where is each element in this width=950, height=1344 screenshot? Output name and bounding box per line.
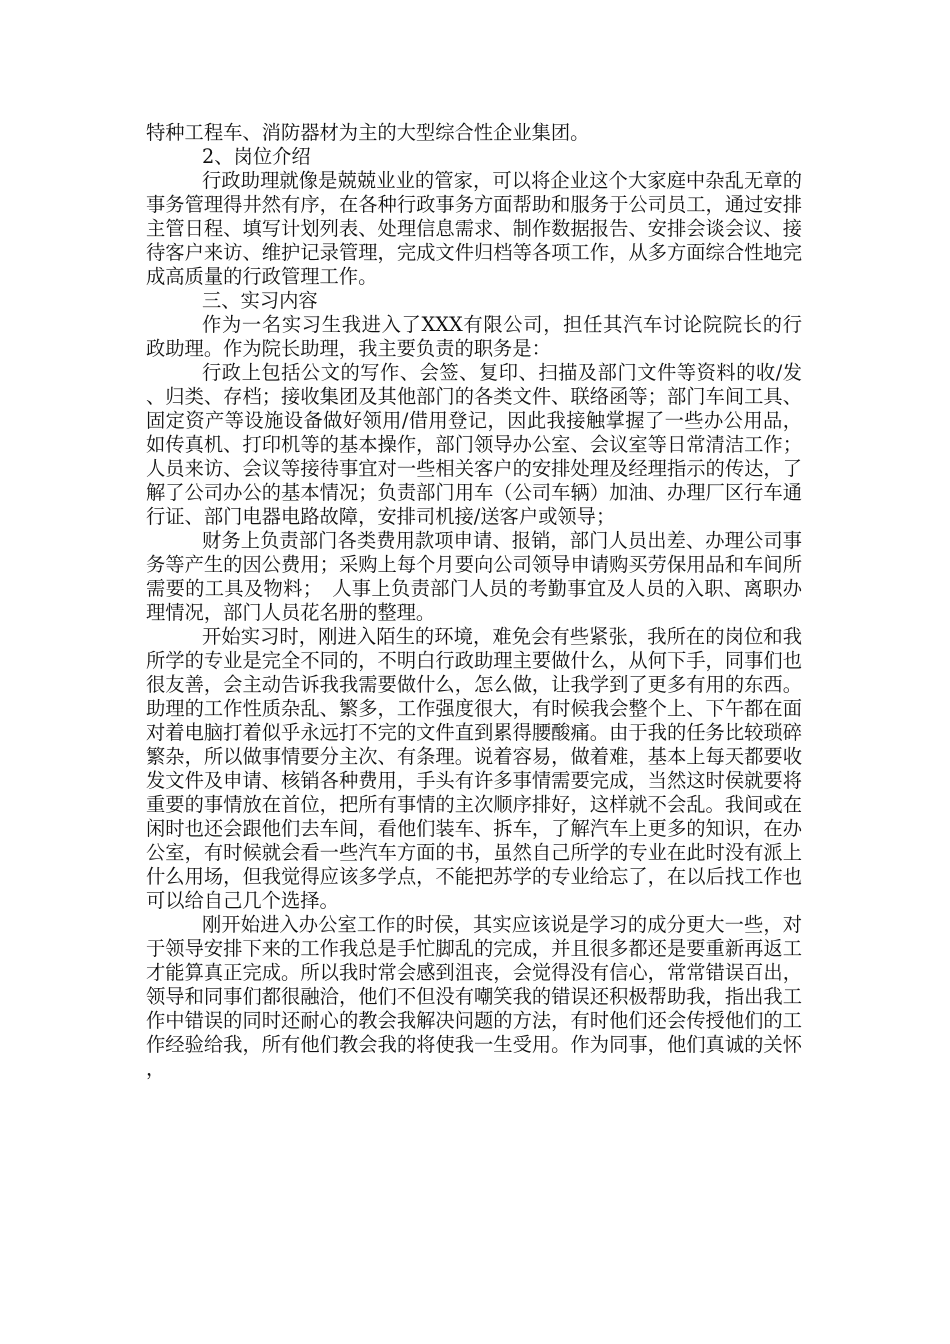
section-heading-internship-content: 三、实习内容: [202, 289, 318, 312]
paragraph-office-learning: 刚开始进入办公室工作的时侯，其实应该说是学习的成分更大一些，对于领导安排下来的工作我总是手忙脚乱的完成，并且很多都还是要重新再返工才能算真正完成。所以我时常会感到沮丧，会觉得没有信心，常常错误百出，领导和同事们都很融洽，他们不但没有嘲笑我的错误还积极帮助我，指出我工作中错误的同时还耐心的教会我解决问题的方法，有时他们还会传授他们的工作经验给我，所有他们教会我的将使我一生受用。作为同事，他们真诚的关怀，: [146, 913, 802, 1080]
document-page: [146, 121, 802, 1081]
paragraph-role-summary: 作为一名实习生我进入了XXX有限公司，担任其汽车讨论院院长的行政助理。作为院长助理，我主要负责的职务是：: [146, 313, 802, 360]
paragraph-job-description: 行政助理就像是兢兢业业的管家，可以将企业这个大家庭中杂乱无章的事务管理得井然有序，在各种行政事务方面帮助和服务于公司员工，通过安排主管日程、填写计划列表、处理信息需求、制作数据报告、安排会谈会议、接待客户来访、维护记录管理，完成文件归档等各项工作，从多方面综合性地完成高质量的行政管理工作。: [146, 169, 802, 288]
paragraph-administrative-duties: 行政上包括公文的写作、会签、复印、扫描及部门文件等资料的收/发、归类、存档；接收集团及其他部门的各类文件、联络函等；部门车间工具、固定资产等设施设备做好领用/借用登记，因此我接触掌握了一些办公用品，如传真机、打印机等的基本操作，部门领导办公室、会议室等日常清洁工作；人员来访、会议等接待事宜对一些相关客户的安排处理及经理指示的传达，了解了公司办公的基本情况；负责部门用车（公司车辆）加油、办理厂区行车通行证、部门电器电路故障，安排司机接/送客户或领导；: [146, 361, 802, 528]
section-heading-job-intro: 2、岗位介绍: [202, 145, 311, 168]
paragraph-intro-continued: 特种工程车、消防器材为主的大型综合性企业集团。: [146, 121, 590, 144]
paragraph-finance-hr-duties: 财务上负责部门各类费用款项申请、报销，部门人员出差、办理公司事务等产生的因公费用；采购上每个月要向公司领导申请购买劳保用品和车间所需要的工具及物料； 人事上负责部门人员的考勤事宜及人员的入职、离职办理情况，部门人员花名册的整理。: [146, 529, 802, 624]
paragraph-early-internship: 开始实习时，刚进入陌生的环境，难免会有些紧张，我所在的岗位和我所学的专业是完全不同的，不明白行政助理主要做什么，从何下手，同事们也很友善，会主动告诉我我需要做什么，怎么做，让我学到了更多有用的东西。助理的工作性质杂乱、繁多，工作强度很大，有时候我会整个上、下午都在面对着电脑打着似乎永远打不完的文件直到累得腰酸痛。由于我的任务比较琐碎繁杂，所以做事情要分主次、有条理。说着容易，做着难，基本上每天都要收发文件及申请、核销各种费用，手头有许多事情需要完成，当然这时侯就要将重要的事情放在首位，把所有事情的主次顺序排好，这样就不会乱。我间或在闲时也还会跟他们去车间，看他们装车、拆车，了解汽车上更多的知识，在办公室，有时候就会看一些汽车方面的书，虽然自己所学的专业在此时没有派上什么用场，但我觉得应该多学点，不能把苏学的专业给忘了，在以后找工作也可以给自己几个选择。: [146, 625, 802, 912]
